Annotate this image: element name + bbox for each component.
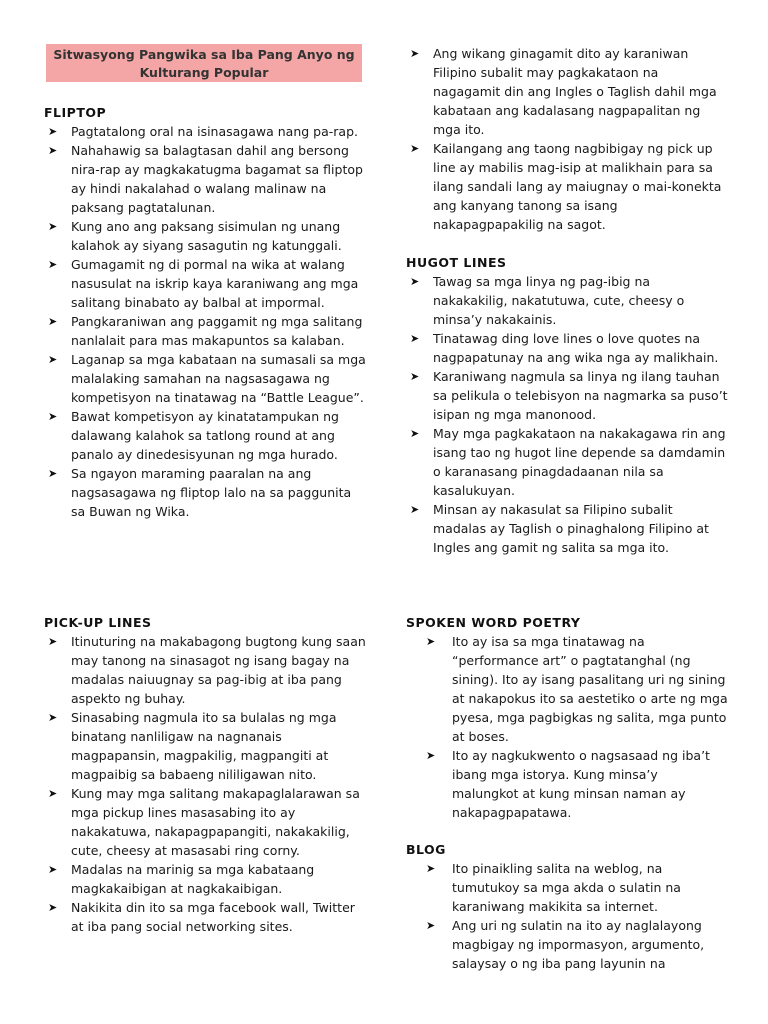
list-item [44, 464, 366, 521]
section-heading: PICK-UP LINES [44, 615, 152, 630]
arrow-bullet-icon: ➤ [426, 862, 436, 875]
list-item [44, 141, 366, 217]
list-item [44, 255, 366, 312]
arrow-bullet-icon: ➤ [48, 353, 58, 366]
arrow-bullet-icon: ➤ [48, 410, 58, 423]
list-item [44, 407, 366, 464]
list-item-text: Sa ngayon maraming paaralan na ang nagsasagawa ng fliptop lalo na sa paggunita sa Buwan ng Wika. [71, 466, 352, 519]
section-spoken-word-poetry [406, 613, 728, 822]
arrow-bullet-icon: ➤ [410, 370, 420, 383]
list-item [406, 329, 728, 367]
arrow-bullet-icon: ➤ [410, 47, 420, 60]
list-item-text: Ito pinaikling salita na weblog, na tumutukoy sa mga akda o sulatin na karaniwang makikita sa internet. [452, 861, 681, 914]
list-item-text: Karaniwang nagmula sa linya ng ilang tauhan sa pelikula o telebisyon na nagmarka sa puso’t isipan ng mga manonood. [433, 369, 728, 422]
list-item [406, 424, 728, 500]
list-item-text: Kailangang ang taong nagbibigay ng pick up line ay mabilis mag-isip at malikhain para sa ilang sandali lang ay maiugnay o mai-konekta ang kanyang tanong sa isang nakapagpapakilig na sagot. [433, 141, 722, 232]
bullet-list [406, 859, 728, 973]
list-item-text: Minsan ay nakasulat sa Filipino subalit madalas ay Taglish o pinaghalong Filipino at Ingles ang gamit ng salita sa mga ito. [433, 502, 709, 555]
list-item-text: Pagtatalong oral na isinasagawa nang pa-rap. [71, 124, 358, 139]
bullet-list [406, 632, 728, 822]
list-item-text: Nahahawig sa balagtasan dahil ang bersong nira-rap ay magkakatugma bagamat sa fliptop ay hindi nakalahad o walang malinaw na paksang pagtatalunan. [71, 143, 363, 215]
arrow-bullet-icon: ➤ [426, 919, 436, 932]
list-item [406, 44, 728, 139]
list-item-text: Madalas na marinig sa mga kabataang magkakaibigan at nagkakaibigan. [71, 862, 315, 896]
section-pickup-lines [44, 613, 366, 936]
list-item [406, 859, 728, 916]
arrow-bullet-icon: ➤ [48, 220, 58, 233]
section-heading: BLOG [406, 842, 446, 857]
arrow-bullet-icon: ➤ [48, 467, 58, 480]
list-item [44, 122, 366, 141]
arrow-bullet-icon: ➤ [410, 332, 420, 345]
arrow-bullet-icon: ➤ [410, 142, 420, 155]
bullet-list [406, 272, 728, 557]
arrow-bullet-icon: ➤ [48, 315, 58, 328]
list-item [44, 860, 366, 898]
arrow-bullet-icon: ➤ [426, 749, 436, 762]
arrow-bullet-icon: ➤ [410, 427, 420, 440]
list-item [44, 632, 366, 708]
list-item-text: Gumagamit ng di pormal na wika at walang nasusulat na iskrip kaya karaniwang ang mga salitang binabato ay balbal at impormal. [71, 257, 359, 310]
list-item [44, 217, 366, 255]
list-item-text: Tinatawag ding love lines o love quotes na nagpapatunay na ang wika nga ay malikhain. [433, 331, 719, 365]
section-fliptop [44, 103, 366, 521]
list-item [406, 632, 728, 746]
list-item [44, 350, 366, 407]
list-item-text: Ito ay isa sa mga tinatawag na “performance art” o pagtatanghal (ng sining). Ito ay isang pasalitang uri ng sining at nakapokus ito sa aestetiko o arte ng mga pyesa, mga pagbigkas ng salita, mga punto at boses. [452, 634, 728, 744]
list-item [44, 898, 366, 936]
page-title: Sitwasyong Pangwika sa Iba Pang Anyo ng Kulturang Popular [46, 44, 362, 82]
list-item-text: Bawat kompetisyon ay kinatatampukan ng dalawang kalahok sa tatlong round at ang panalo ay dinedesisyunan ng mga hurado. [71, 409, 339, 462]
list-item-text: May mga pagkakataon na nakakagawa rin ang isang tao ng hugot line depende sa damdamin o karanasang pinagdadaanan nila sa kasalukuyan. [433, 426, 726, 498]
list-item-text: Kung may mga salitang makapaglalarawan sa mga pickup lines masasabing ito ay nakakatuwa, nakapagpapangiti, nakakakilig, cute, cheesy at masasabi ring corny. [71, 786, 360, 858]
list-item [44, 708, 366, 784]
list-item-text: Sinasabing nagmula ito sa bulalas ng mga binatang nanliligaw na nagnanais magpapansin, magpakilig, magpangiti at magpaibig sa babaeng nililigawan nito. [71, 710, 337, 782]
arrow-bullet-icon: ➤ [48, 863, 58, 876]
bullet-list [406, 44, 728, 234]
arrow-bullet-icon: ➤ [48, 787, 58, 800]
list-item-text: Pangkaraniwan ang paggamit ng mga salitang nanlalait para mas makapuntos sa kalaban. [71, 314, 363, 348]
section-heading: FLIPTOP [44, 105, 107, 120]
bullet-list [44, 632, 366, 936]
list-item-text: Itinuturing na makabagong bugtong kung saan may tanong na sinasagot ng isang bagay na madalas naiuugnay sa pag-ibig at iba pang aspekto ng buhay. [71, 634, 366, 706]
list-item-text: Kung ano ang paksang sisimulan ng unang kalahok ay siyang sasagutin ng katunggali. [71, 219, 342, 253]
list-item-text: Nakikita din ito sa mga facebook wall, Twitter at iba pang social networking sites. [71, 900, 355, 934]
list-item [406, 746, 728, 822]
list-item [406, 367, 728, 424]
section-heading: HUGOT LINES [406, 255, 507, 270]
arrow-bullet-icon: ➤ [410, 275, 420, 288]
arrow-bullet-icon: ➤ [48, 125, 58, 138]
list-item-text: Laganap sa mga kabataan na sumasali sa mga malalaking samahan na nagsasagawa ng kompetisyon na tinatawag na “Battle League”. [71, 352, 366, 405]
list-item [406, 139, 728, 234]
list-item [44, 312, 366, 350]
list-item [406, 500, 728, 557]
bullet-list [44, 122, 366, 521]
section-blog [406, 840, 728, 973]
list-item-text: Ang uri ng sulatin na ito ay naglalayong magbigay ng impormasyon, argumento, salaysay o ng iba pang layunin na [452, 918, 705, 971]
list-item-text: Tawag sa mga linya ng pag-ibig na nakakakilig, nakatutuwa, cute, cheesy o minsa’y nakakainis. [433, 274, 685, 327]
list-item-text: Ang wikang ginagamit dito ay karaniwan Filipino subalit may pagkakataon na nagagamit din ang Ingles o Taglish dahil mga kabataan ang kadalasang nagpapalitan ng mga ito. [433, 46, 717, 137]
list-item [44, 784, 366, 860]
arrow-bullet-icon: ➤ [48, 635, 58, 648]
arrow-bullet-icon: ➤ [48, 258, 58, 271]
arrow-bullet-icon: ➤ [410, 503, 420, 516]
arrow-bullet-icon: ➤ [426, 635, 436, 648]
arrow-bullet-icon: ➤ [48, 711, 58, 724]
arrow-bullet-icon: ➤ [48, 901, 58, 914]
list-item [406, 272, 728, 329]
section-hugot-lines [406, 253, 728, 557]
arrow-bullet-icon: ➤ [48, 144, 58, 157]
list-item-text: Ito ay nagkukwento o nagsasaad ng iba’t ibang mga istorya. Kung minsa’y malungkot at kung minsan naman ay nakapagpapatawa. [452, 748, 710, 820]
section-heading: SPOKEN WORD POETRY [406, 615, 581, 630]
list-item [406, 916, 728, 973]
section-pickup-lines-cont [406, 44, 728, 234]
